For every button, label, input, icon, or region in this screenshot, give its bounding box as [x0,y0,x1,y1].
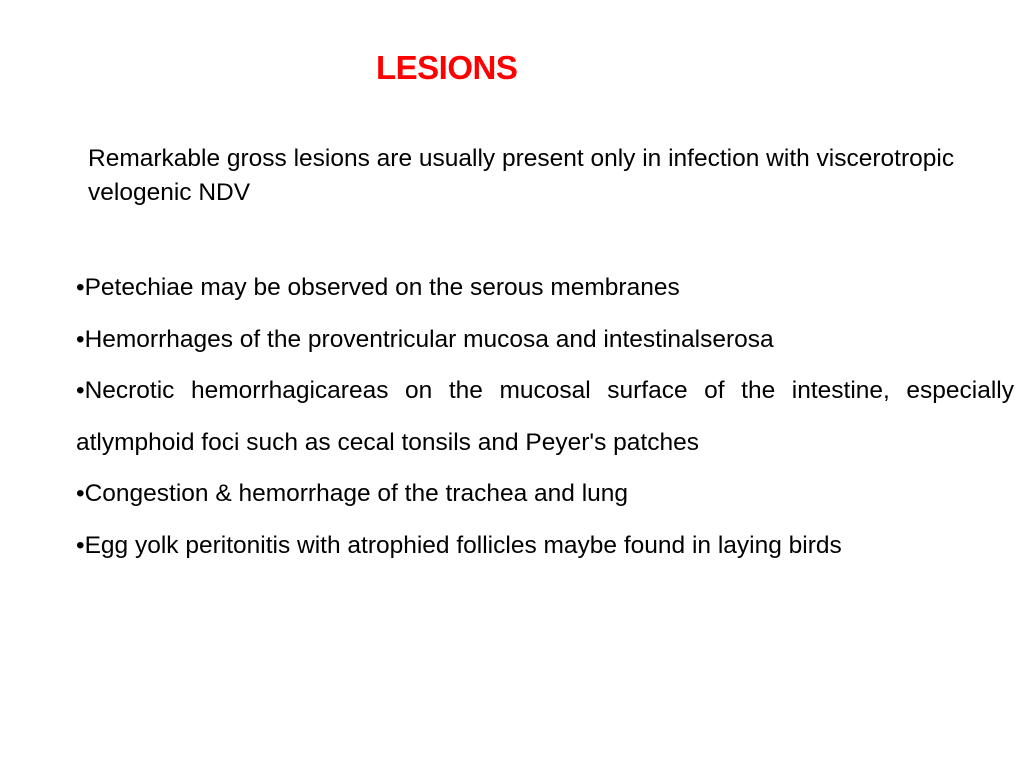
slide-title: LESIONS [376,49,518,86]
bullet-item-necrotic-areas: •Necrotic hemorrhagicareas on the mucosal surface of the intestine, especially atlymphoid foci such as cecal tonsils and Peyer's patches [76,377,1014,456]
intro-paragraph: Remarkable gross lesions are usually present only in infection with viscerotropic velogenic NDV [88,145,955,206]
bullet-item-petechiae: •Petechiae may be observed on the serous membranes [76,274,680,301]
bullet-item-egg-yolk-peritonitis: •Egg yolk peritonitis with atrophied follicles maybe found in laying birds [76,531,842,559]
lesion-bullet-list [76,262,1014,571]
bullet-item-hemorrhages: •Hemorrhages of the proventricular mucosa and intestinalserosa [76,325,774,353]
bullet-item-congestion: •Congestion & hemorrhage of the trachea and lung [76,480,629,507]
